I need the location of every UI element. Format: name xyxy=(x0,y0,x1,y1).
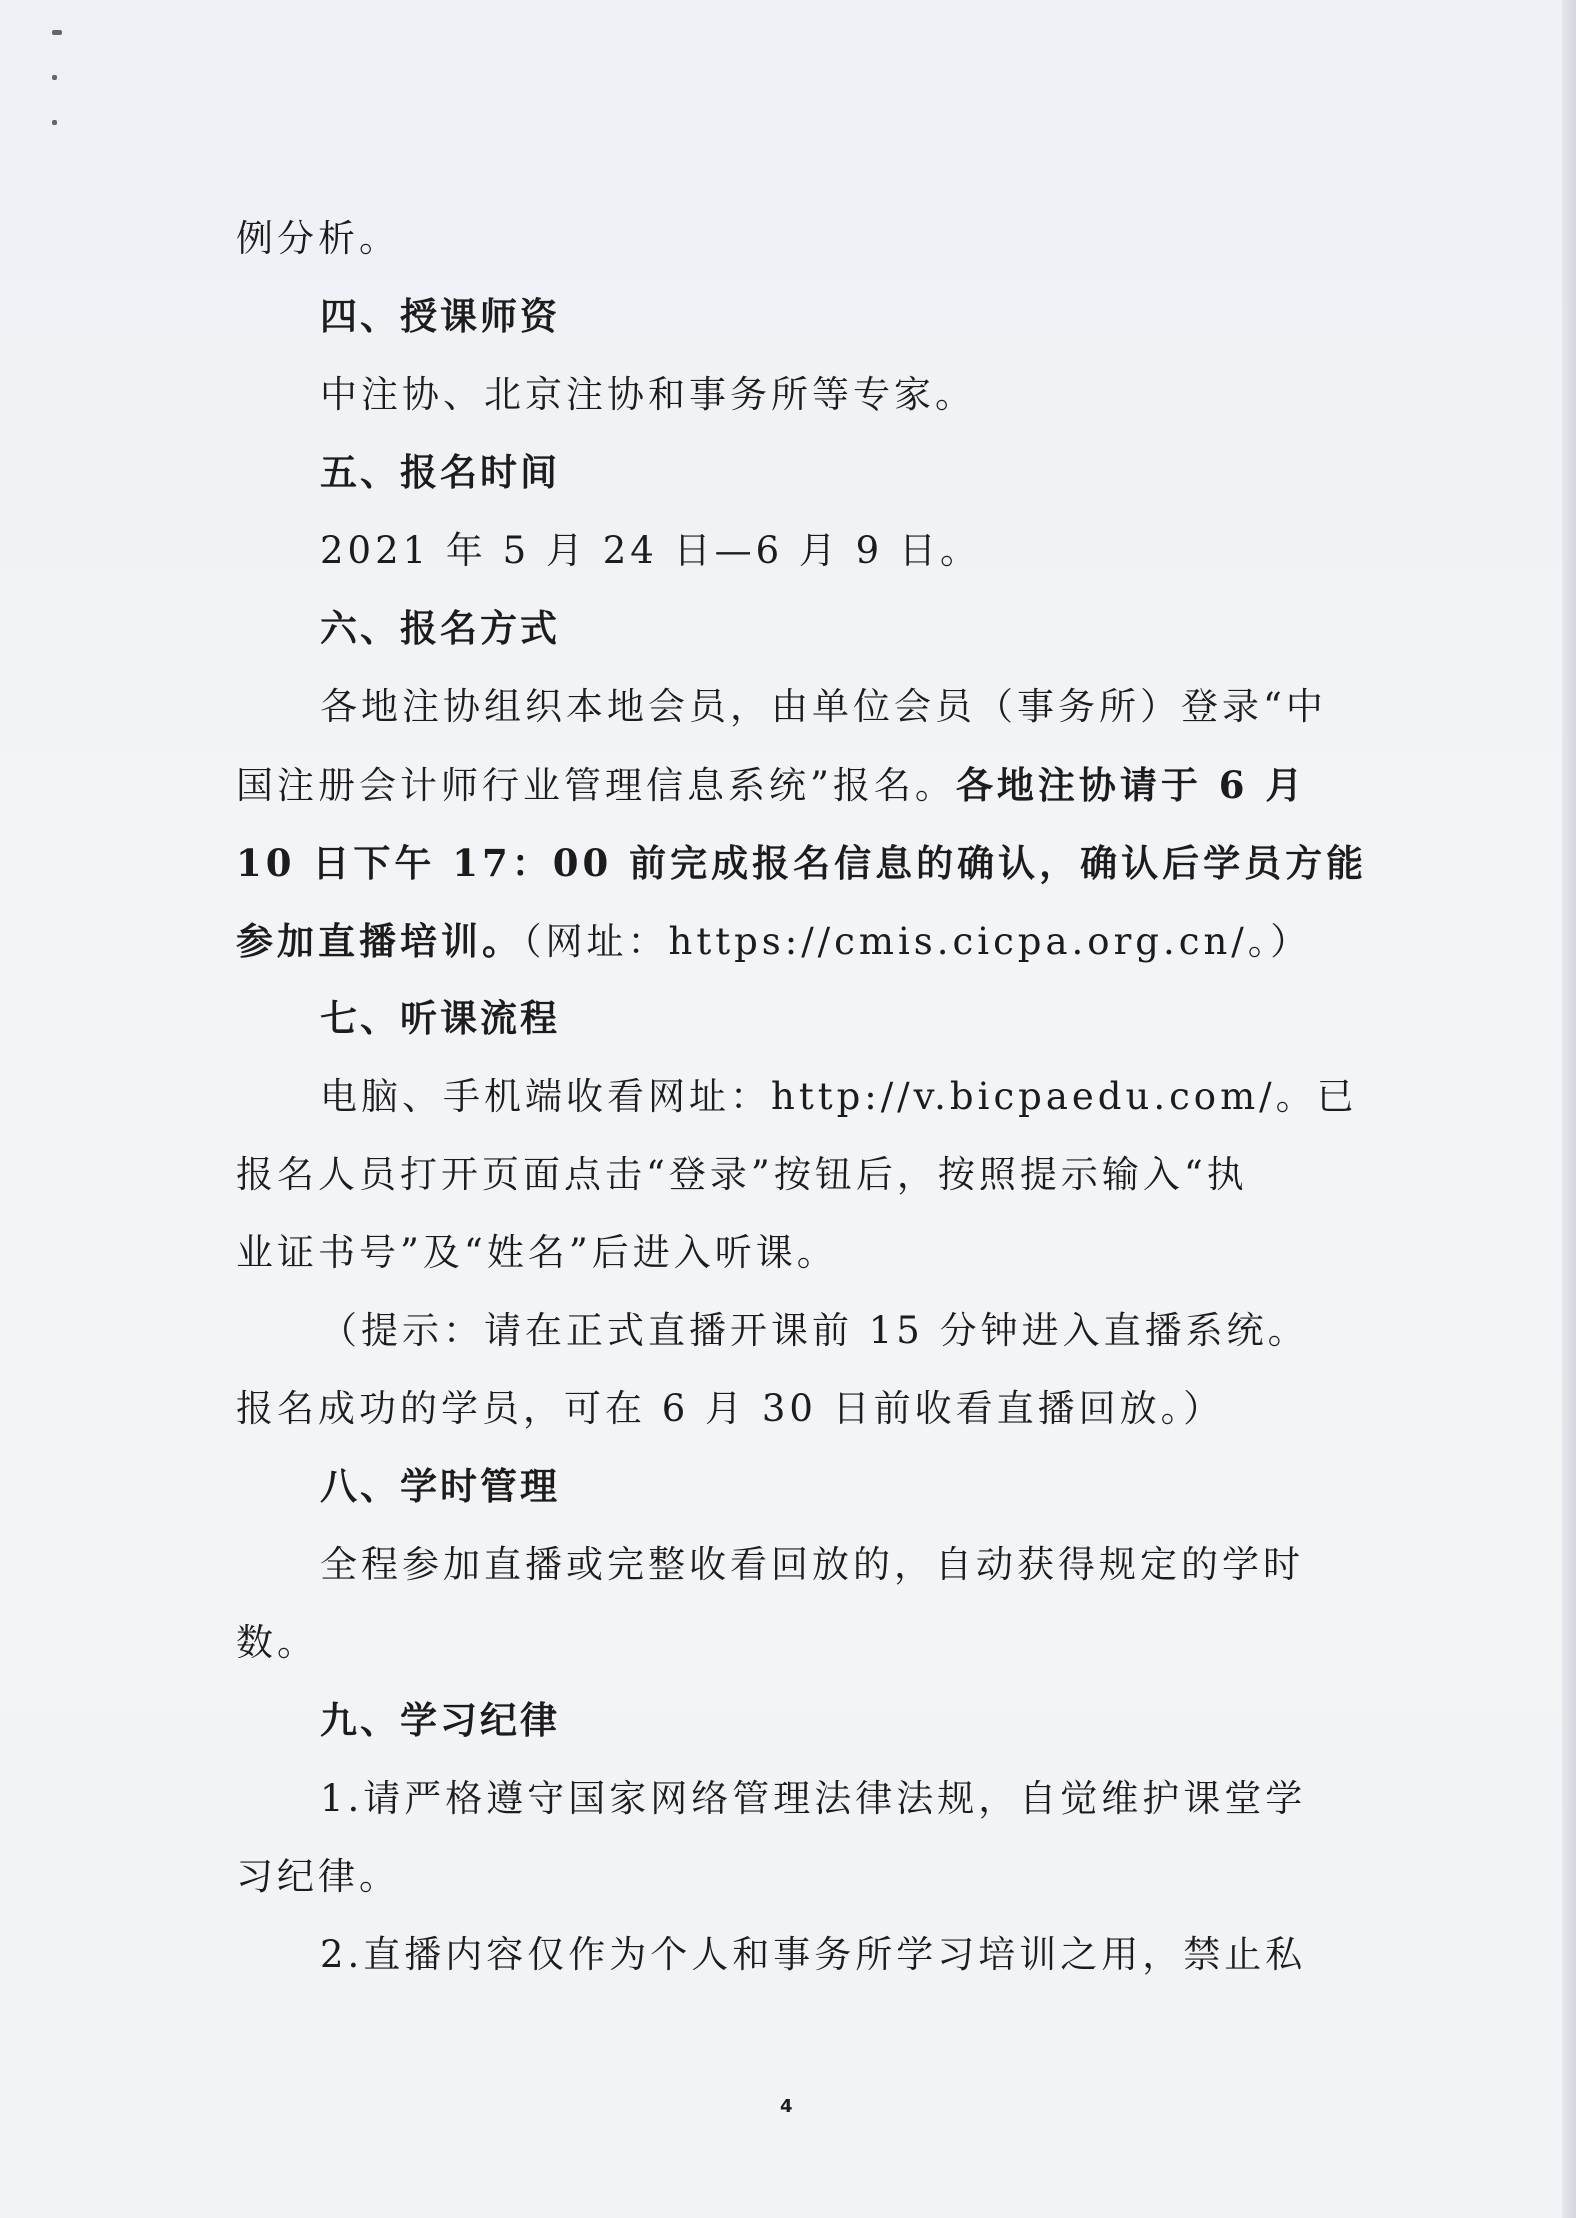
text-line: 习纪律。 xyxy=(236,1855,400,1898)
scan-mark xyxy=(52,120,57,125)
text-line: 例分析。 xyxy=(236,217,400,260)
text-line: 中注协、北京注协和事务所等专家。 xyxy=(320,373,976,416)
text-line: 报名人员打开页面点击“登录”按钮后，按照提示输入“执 xyxy=(236,1153,1248,1196)
text-line: 全程参加直播或完整收看回放的，自动获得规定的学时 xyxy=(320,1543,1304,1586)
section-heading-6: 六、报名方式 xyxy=(320,607,560,650)
text-span: 国注册会计师行业管理信息系统”报名。 xyxy=(236,764,956,807)
section-heading-9: 九、学习纪律 xyxy=(320,1699,560,1742)
page-edge-shadow xyxy=(1562,0,1576,2218)
section-heading-7: 七、听课流程 xyxy=(320,997,560,1040)
bold-text-line: 10 日下午 17：00 前完成报名信息的确认，确认后学员方能 xyxy=(236,841,1368,885)
text-line: 报名成功的学员，可在 6 月 30 日前收看直播回放。） xyxy=(236,1387,1225,1430)
section-heading-4: 四、授课师资 xyxy=(320,295,560,338)
text-line: （提示：请在正式直播开课前 15 分钟进入直播系统。 xyxy=(320,1309,1309,1352)
text-line: 各地注协组织本地会员，由单位会员（事务所）登录“中 xyxy=(320,685,1327,728)
scan-mark xyxy=(52,75,57,80)
scan-mark xyxy=(52,30,62,35)
text-line: 电脑、手机端收看网址：http://v.bicpaedu.com/。已 xyxy=(320,1075,1358,1118)
text-line xyxy=(236,746,1336,824)
text-line: 数。 xyxy=(236,1621,318,1664)
section-heading-8: 八、学时管理 xyxy=(320,1465,560,1508)
bold-text-span: 各地注协请于 6 月 xyxy=(955,763,1307,807)
bold-text-span: 参加直播培训。 xyxy=(236,919,523,963)
text-line: 2.直播内容仅作为个人和事务所学习培训之用，禁止私 xyxy=(320,1933,1307,1976)
text-line: 1.请严格遵守国家网络管理法律法规，自觉维护课堂学 xyxy=(320,1777,1307,1820)
text-line xyxy=(236,902,1336,980)
section-heading-5: 五、报名时间 xyxy=(320,451,560,494)
scan-marks xyxy=(52,30,62,165)
document-body xyxy=(236,200,1368,1994)
url-text: （网址：https://cmis.cicpa.org.cn/。） xyxy=(523,920,1312,963)
text-line: 2021 年 5 月 24 日—6 月 9 日。 xyxy=(320,529,981,572)
text-line: 业证书号”及“姓名”后进入听课。 xyxy=(236,1231,838,1274)
page-number: 4 xyxy=(780,2096,793,2117)
